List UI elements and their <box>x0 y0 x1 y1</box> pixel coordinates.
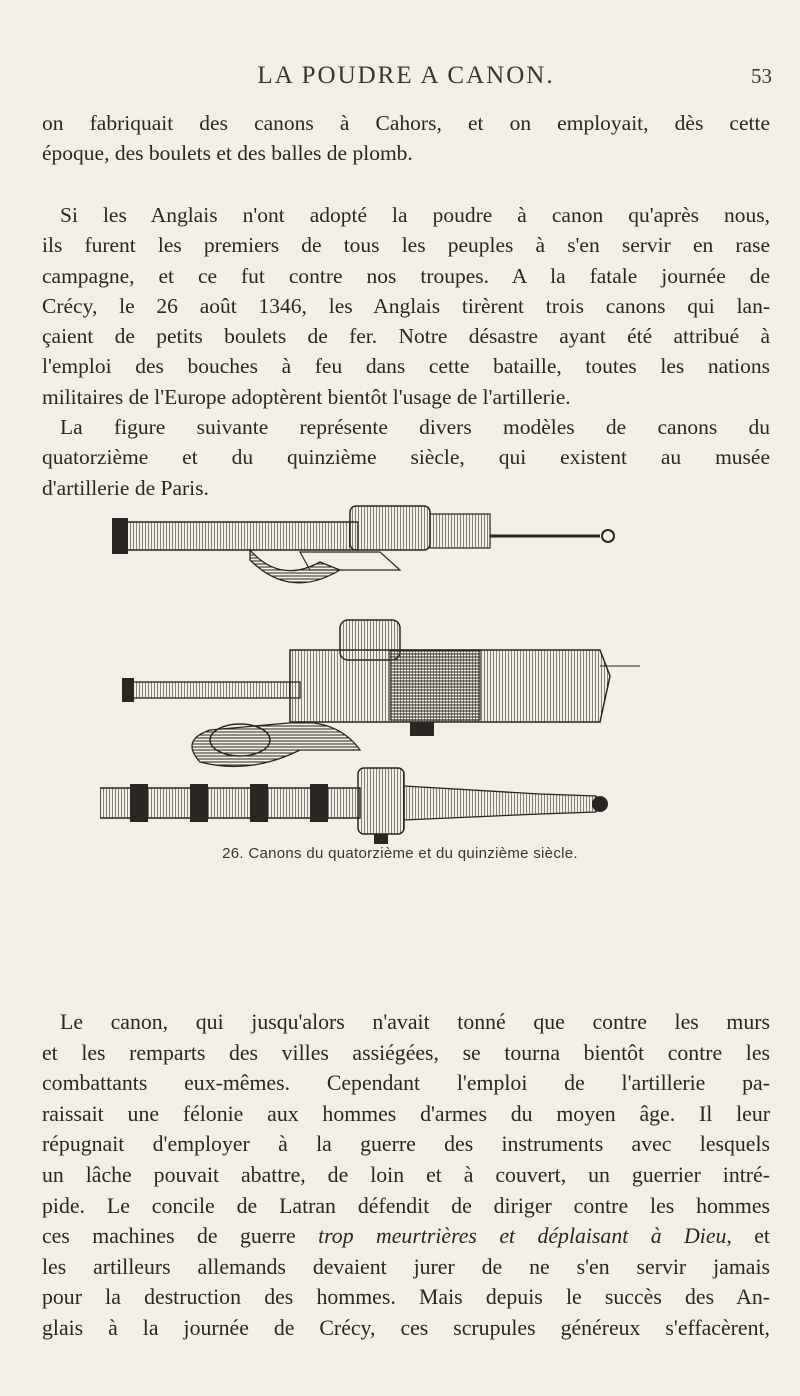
page-number: 53 <box>751 64 772 88</box>
text-line: combattants eux-mêmes. Cependant l'emploi de l'artillerie pa- <box>42 1071 770 1096</box>
text-line: pour la destruction des hommes. Mais depuis le succès des An- <box>42 1285 770 1310</box>
text-line: militaires de l'Europe adoptèrent bientôt l'usage de l'artillerie. <box>42 384 571 409</box>
text-line: l'emploi des bouches à feu dans cette bataille, toutes les nations <box>42 354 770 379</box>
text-line: Le canon, qui jusqu'alors n'avait tonné que contre les murs <box>60 1010 770 1034</box>
text-line: quatorzième et du quinzième siècle, qui existent au musée <box>42 445 770 470</box>
text-line: Crécy, le 26 août 1346, les Anglais tirèrent trois canons qui lan- <box>42 293 770 318</box>
text-line: un lâche pouvait abattre, de loin et à couvert, un guerrier intré- <box>42 1162 770 1187</box>
text-line: époque, des boulets et des balles de plomb. <box>42 141 413 166</box>
text-line: La figure suivante représente divers modèles de canons du <box>60 415 770 440</box>
paragraph-1 <box>42 108 770 169</box>
text-line: les artilleurs allemands devaient jurer de ne s'en servir jamais <box>42 1254 770 1279</box>
text-line: Si les Anglais n'ont adopté la poudre à canon qu'après nous, <box>60 203 770 227</box>
paragraph-3 <box>42 1007 770 1344</box>
text-segment: ces machines de guerre <box>42 1224 319 1249</box>
italic-quote: trop meurtrières et déplaisant à Dieu <box>318 1224 727 1249</box>
text-line: pide. Le concile de Latran défendit de diriger contre les hommes <box>42 1193 770 1218</box>
text-line <box>42 1221 770 1252</box>
text-line: campagne, et ce fut contre nos troupes. A la fatale journée de <box>42 263 770 288</box>
text-line: d'artillerie de Paris. <box>42 475 209 500</box>
text-line: répugnait d'employer à la guerre des instruments avec lesquels <box>42 1132 770 1157</box>
figure-caption: 26. Canons du quatorzième et du quinzième siècle. <box>222 845 578 862</box>
text-segment: , et <box>726 1224 770 1249</box>
cannon-engraving <box>100 500 640 845</box>
text-line: on fabriquait des canons à Cahors, et on employait, dès cette <box>42 111 770 135</box>
running-head <box>40 62 772 92</box>
text-line: et les remparts des villes assiégées, se tourna bientôt contre les <box>42 1040 770 1065</box>
paragraph-2 <box>42 200 770 503</box>
cannon-illustration-3 <box>100 768 608 844</box>
cannon-illustration-1 <box>112 506 614 583</box>
text-line: çaient de petits boulets de fer. Notre désastre ayant été attribué à <box>42 324 770 349</box>
cannon-illustration-2 <box>122 620 640 766</box>
text-line: ils furent les premiers de tous les peuples à s'en servir en rase <box>42 233 770 258</box>
text-line: glais à la journée de Crécy, ces scrupules généreux s'effacèrent, <box>42 1315 770 1340</box>
running-title: LA POUDRE A CANON. <box>257 62 555 89</box>
text-line: raissait une félonie aux hommes d'armes du moyen âge. Il leur <box>42 1101 770 1126</box>
